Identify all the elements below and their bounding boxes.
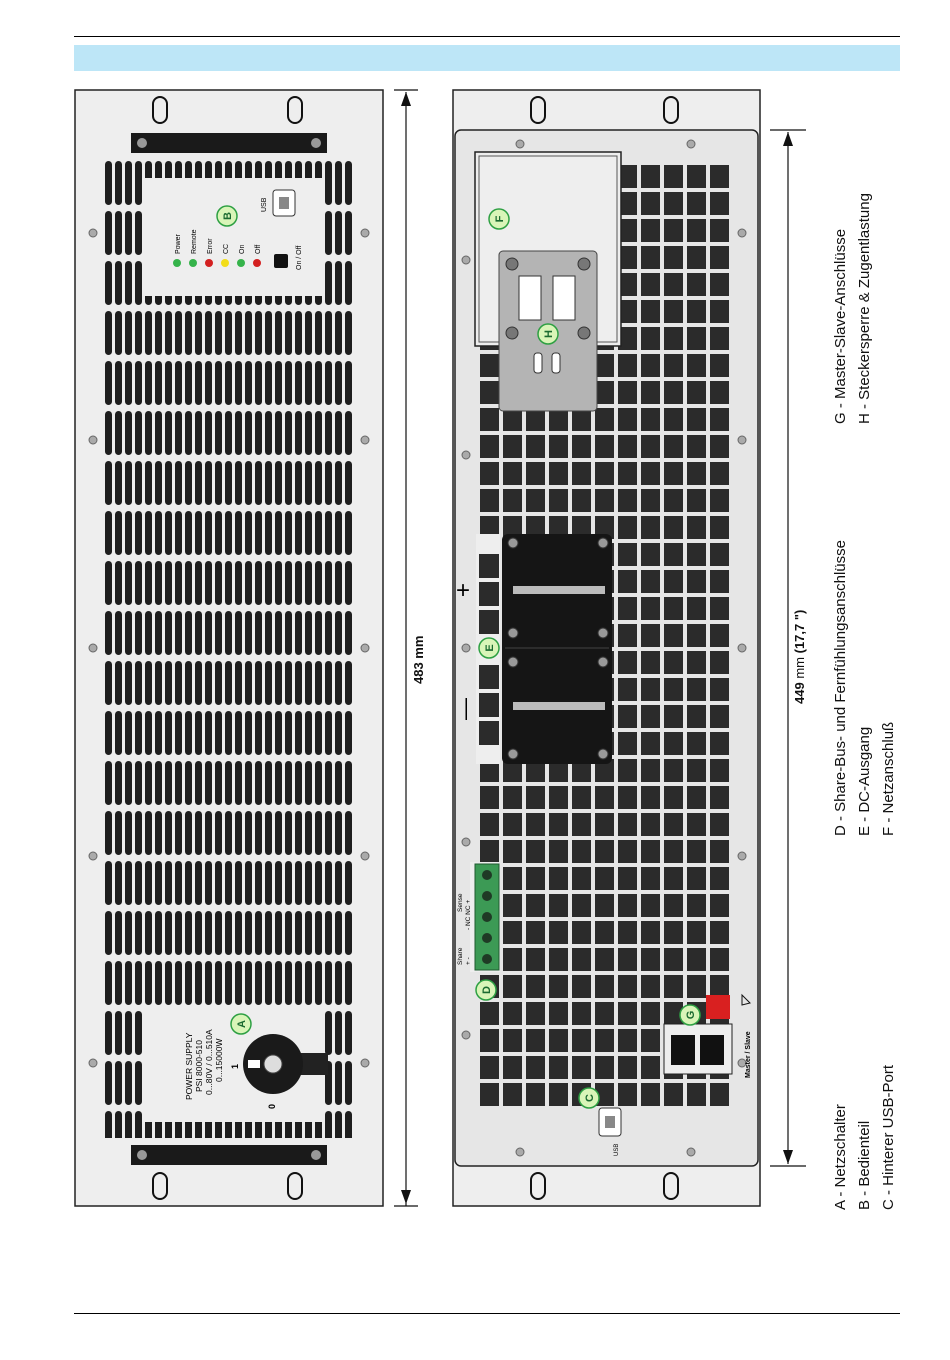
share-label: Share: [457, 947, 464, 965]
onoff-label: On / Off: [296, 245, 303, 270]
svg-text:A: A: [236, 1020, 248, 1028]
rear-usb-label: USB: [614, 1143, 620, 1156]
master-slave-label: Master / Slave: [745, 1031, 752, 1078]
svg-text:B: B: [222, 212, 234, 220]
rear-dimension-unit: mm: [792, 657, 807, 679]
rear-dimension-label: [792, 610, 807, 704]
legend-a: A - Netzschalter: [832, 1104, 849, 1210]
led-label-off: Off: [255, 244, 262, 254]
usb-front-label: USB: [261, 197, 268, 212]
legend-b: B - Bedienteil: [856, 1120, 873, 1210]
model-line-3: 0...80V / 0...510A: [204, 1029, 214, 1095]
sense-pins: - NC NC +: [465, 899, 472, 930]
switch-on-label: 1: [230, 1063, 240, 1069]
dc-plus-sign: +: [456, 577, 471, 604]
led-label-cc: CC: [223, 243, 230, 254]
svg-text:G: G: [685, 1010, 697, 1020]
legend-d: D - Share-Bus- und Fernfühlungsanschlüsse: [832, 540, 849, 836]
svg-text:C: C: [584, 1094, 596, 1102]
led-label-power: Power: [175, 234, 182, 254]
marker-a: [231, 1014, 251, 1034]
marker-c: [579, 1088, 599, 1108]
led-label-error: Error: [207, 238, 214, 254]
led-power: [173, 259, 181, 267]
led-error: [205, 259, 213, 267]
svg-text:H: H: [543, 330, 555, 338]
dc-minus-sign: —: [452, 698, 477, 720]
legend-h: H - Steckersperre & Zugentlastung: [856, 193, 873, 424]
rear-dimension-value: 449: [792, 682, 807, 704]
svg-text:D: D: [481, 986, 493, 994]
marker-g: [680, 1005, 700, 1025]
marker-f: [489, 209, 509, 229]
marker-d: [476, 980, 496, 1000]
sense-label: Sense: [457, 893, 464, 912]
marker-b: [217, 206, 237, 226]
legend-f: F - Netzanschluß: [880, 721, 897, 836]
model-line-4: 0...15000W: [214, 1038, 224, 1082]
front-panel: [75, 90, 383, 1206]
svg-text:E: E: [484, 644, 496, 652]
led-on: [237, 259, 245, 267]
legend-c: C - Hinterer USB-Port: [880, 1064, 897, 1210]
model-line-1: POWER SUPPLY: [184, 1032, 194, 1100]
svg-text:F: F: [494, 215, 506, 223]
legend-e: E - DC-Ausgang: [856, 726, 873, 836]
led-label-remote: Remote: [191, 229, 198, 254]
model-line-2: PSI 8000-510: [194, 1040, 204, 1092]
led-label-on: On: [239, 244, 246, 254]
rear-dimension-inch: (17,7 "): [792, 609, 807, 654]
share-pins: + -: [465, 957, 472, 965]
marker-e: [479, 638, 499, 658]
led-off: [253, 259, 261, 267]
marker-h: [538, 324, 558, 344]
led-remote: [189, 259, 197, 267]
front-dimension-label: 483 mm: [411, 635, 426, 684]
switch-off-label: 0: [267, 1103, 277, 1109]
legend-g: G - Master-Slave-Anschlüsse: [832, 228, 849, 424]
led-cc: [221, 259, 229, 267]
